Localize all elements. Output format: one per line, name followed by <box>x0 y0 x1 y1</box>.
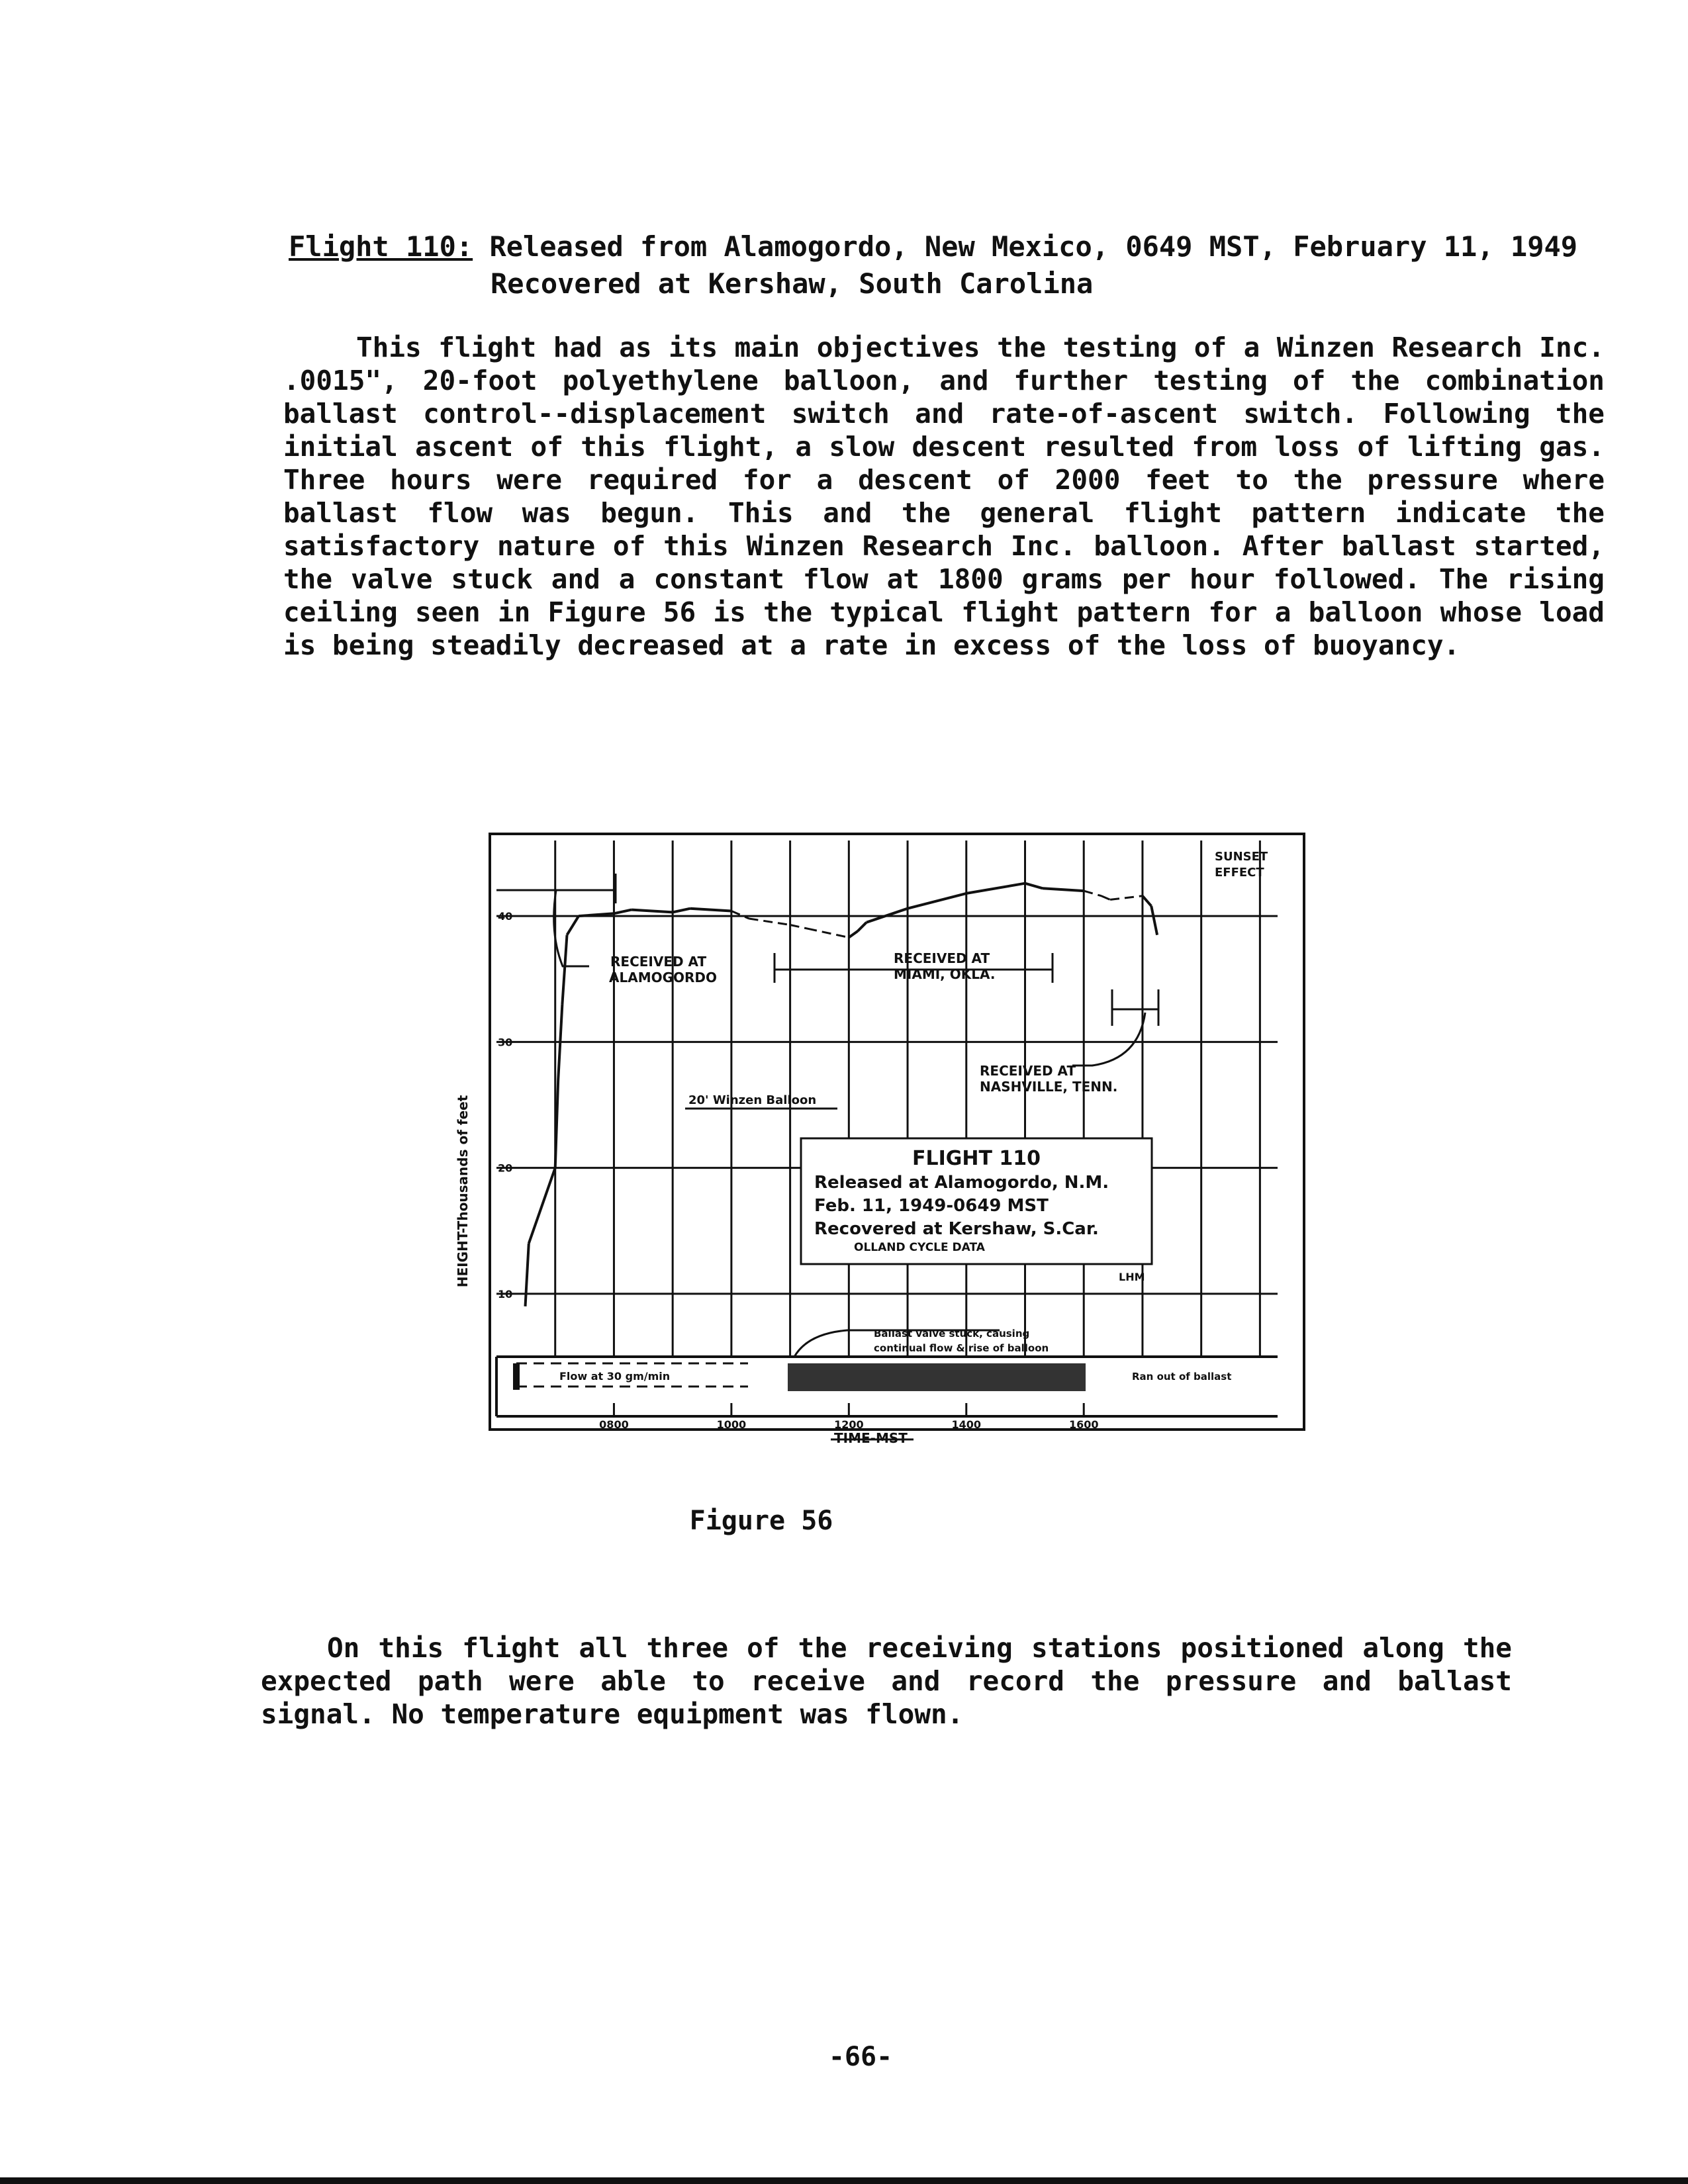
y-tick-label: 40 <box>498 910 513 923</box>
flight-heading <box>289 228 1599 302</box>
ran-out-of-ballast-label: Ran out of ballast <box>1132 1371 1232 1383</box>
recovery-info: Recovered at Kershaw, South Carolina <box>491 267 1094 300</box>
flight-110-chart <box>455 821 1317 1446</box>
x-tick-label: 1000 <box>716 1418 747 1431</box>
altitude-curve-dashed <box>731 891 1143 937</box>
legend-line-4: OLLAND CYCLE DATA <box>854 1241 985 1254</box>
received-nashville-label: RECEIVED AT NASHVILLE, TENN. <box>980 1063 1118 1095</box>
received-miami-label: RECEIVED AT MIAMI, OKLA. <box>894 950 996 982</box>
x-tick-label: 1200 <box>834 1418 864 1431</box>
flight-label: Flight 110: <box>289 230 473 263</box>
body-paragraph-2: On this flight all three of the receiving stations positioned along the expected path were able to receive and record the pressure and ballast signal. No temperature equipment was flown. <box>261 1632 1512 1730</box>
x-tick-label: 1400 <box>951 1418 982 1431</box>
figure-caption: Figure 56 <box>689 1506 833 1536</box>
legend-line-3: Recovered at Kershaw, S.Car. <box>814 1219 1099 1239</box>
x-axis-label: TIME-MST <box>834 1430 908 1446</box>
y-tick-label: 30 <box>498 1036 513 1049</box>
flow-rate-label: Flow at 30 gm/min <box>559 1370 671 1383</box>
y-tick-label: 20 <box>498 1161 513 1175</box>
y-tick-label: 10 <box>498 1287 513 1300</box>
heading-line-1 <box>289 228 1599 265</box>
page-number: -66- <box>828 2042 893 2072</box>
flight-legend-box <box>801 1138 1152 1264</box>
balloon-label: 20' Winzen Balloon <box>688 1093 817 1107</box>
legend-title: FLIGHT 110 <box>912 1147 1041 1170</box>
station-brackets <box>496 874 1158 1357</box>
legend-line-2: Feb. 11, 1949-0649 MST <box>814 1196 1049 1216</box>
chart-frame <box>490 834 1304 1430</box>
received-alamogordo-label: RECEIVED AT ALAMOGORDO <box>609 954 718 985</box>
sunset-effect-label: SUNSET EFFECT <box>1215 850 1268 880</box>
valve-stuck-label: Ballast valve stuck, causing continual flow & rise of balloon <box>874 1328 1049 1354</box>
ballast-flow-bar <box>788 1363 1086 1391</box>
page-bottom-rule <box>0 2177 1688 2184</box>
y-axis-ticks <box>498 910 512 1300</box>
body-paragraph-1: This flight had as its main objectives the testing of a Winzen Research Inc. .0015", 20-foot polyethylene balloon, and further testing of the combination ballast control--displacement switch and rate-of-ascent switch. Following the initial ascent of this flight, a slow descent resulted from loss of lifting gas. Three hours were required for a descent of 2000 feet to the pressure where ballast flow was begun. This and the general flight pattern indicate the satisfactory nature of this Winzen Research Inc. balloon. After ballast started, the valve stuck and a constant flow at 1800 grams per hour followed. The rising ceiling seen in Figure 56 is the typical flight pattern for a balloon whose load is being steadily decreased at a rate in excess of the loss of buoyancy. <box>283 332 1605 661</box>
initials-label: LHM <box>1119 1271 1145 1283</box>
legend-line-1: Released at Alamogordo, N.M. <box>814 1173 1109 1193</box>
y-axis-label: HEIGHT-Thousands of feet <box>455 1095 471 1288</box>
release-info: Released from Alamogordo, New Mexico, 0649 MST, February 11, 1949 <box>489 230 1578 263</box>
chart-grid <box>496 841 1278 1357</box>
x-tick-label: 0800 <box>599 1418 629 1431</box>
x-tick-label: 1600 <box>1068 1418 1099 1431</box>
